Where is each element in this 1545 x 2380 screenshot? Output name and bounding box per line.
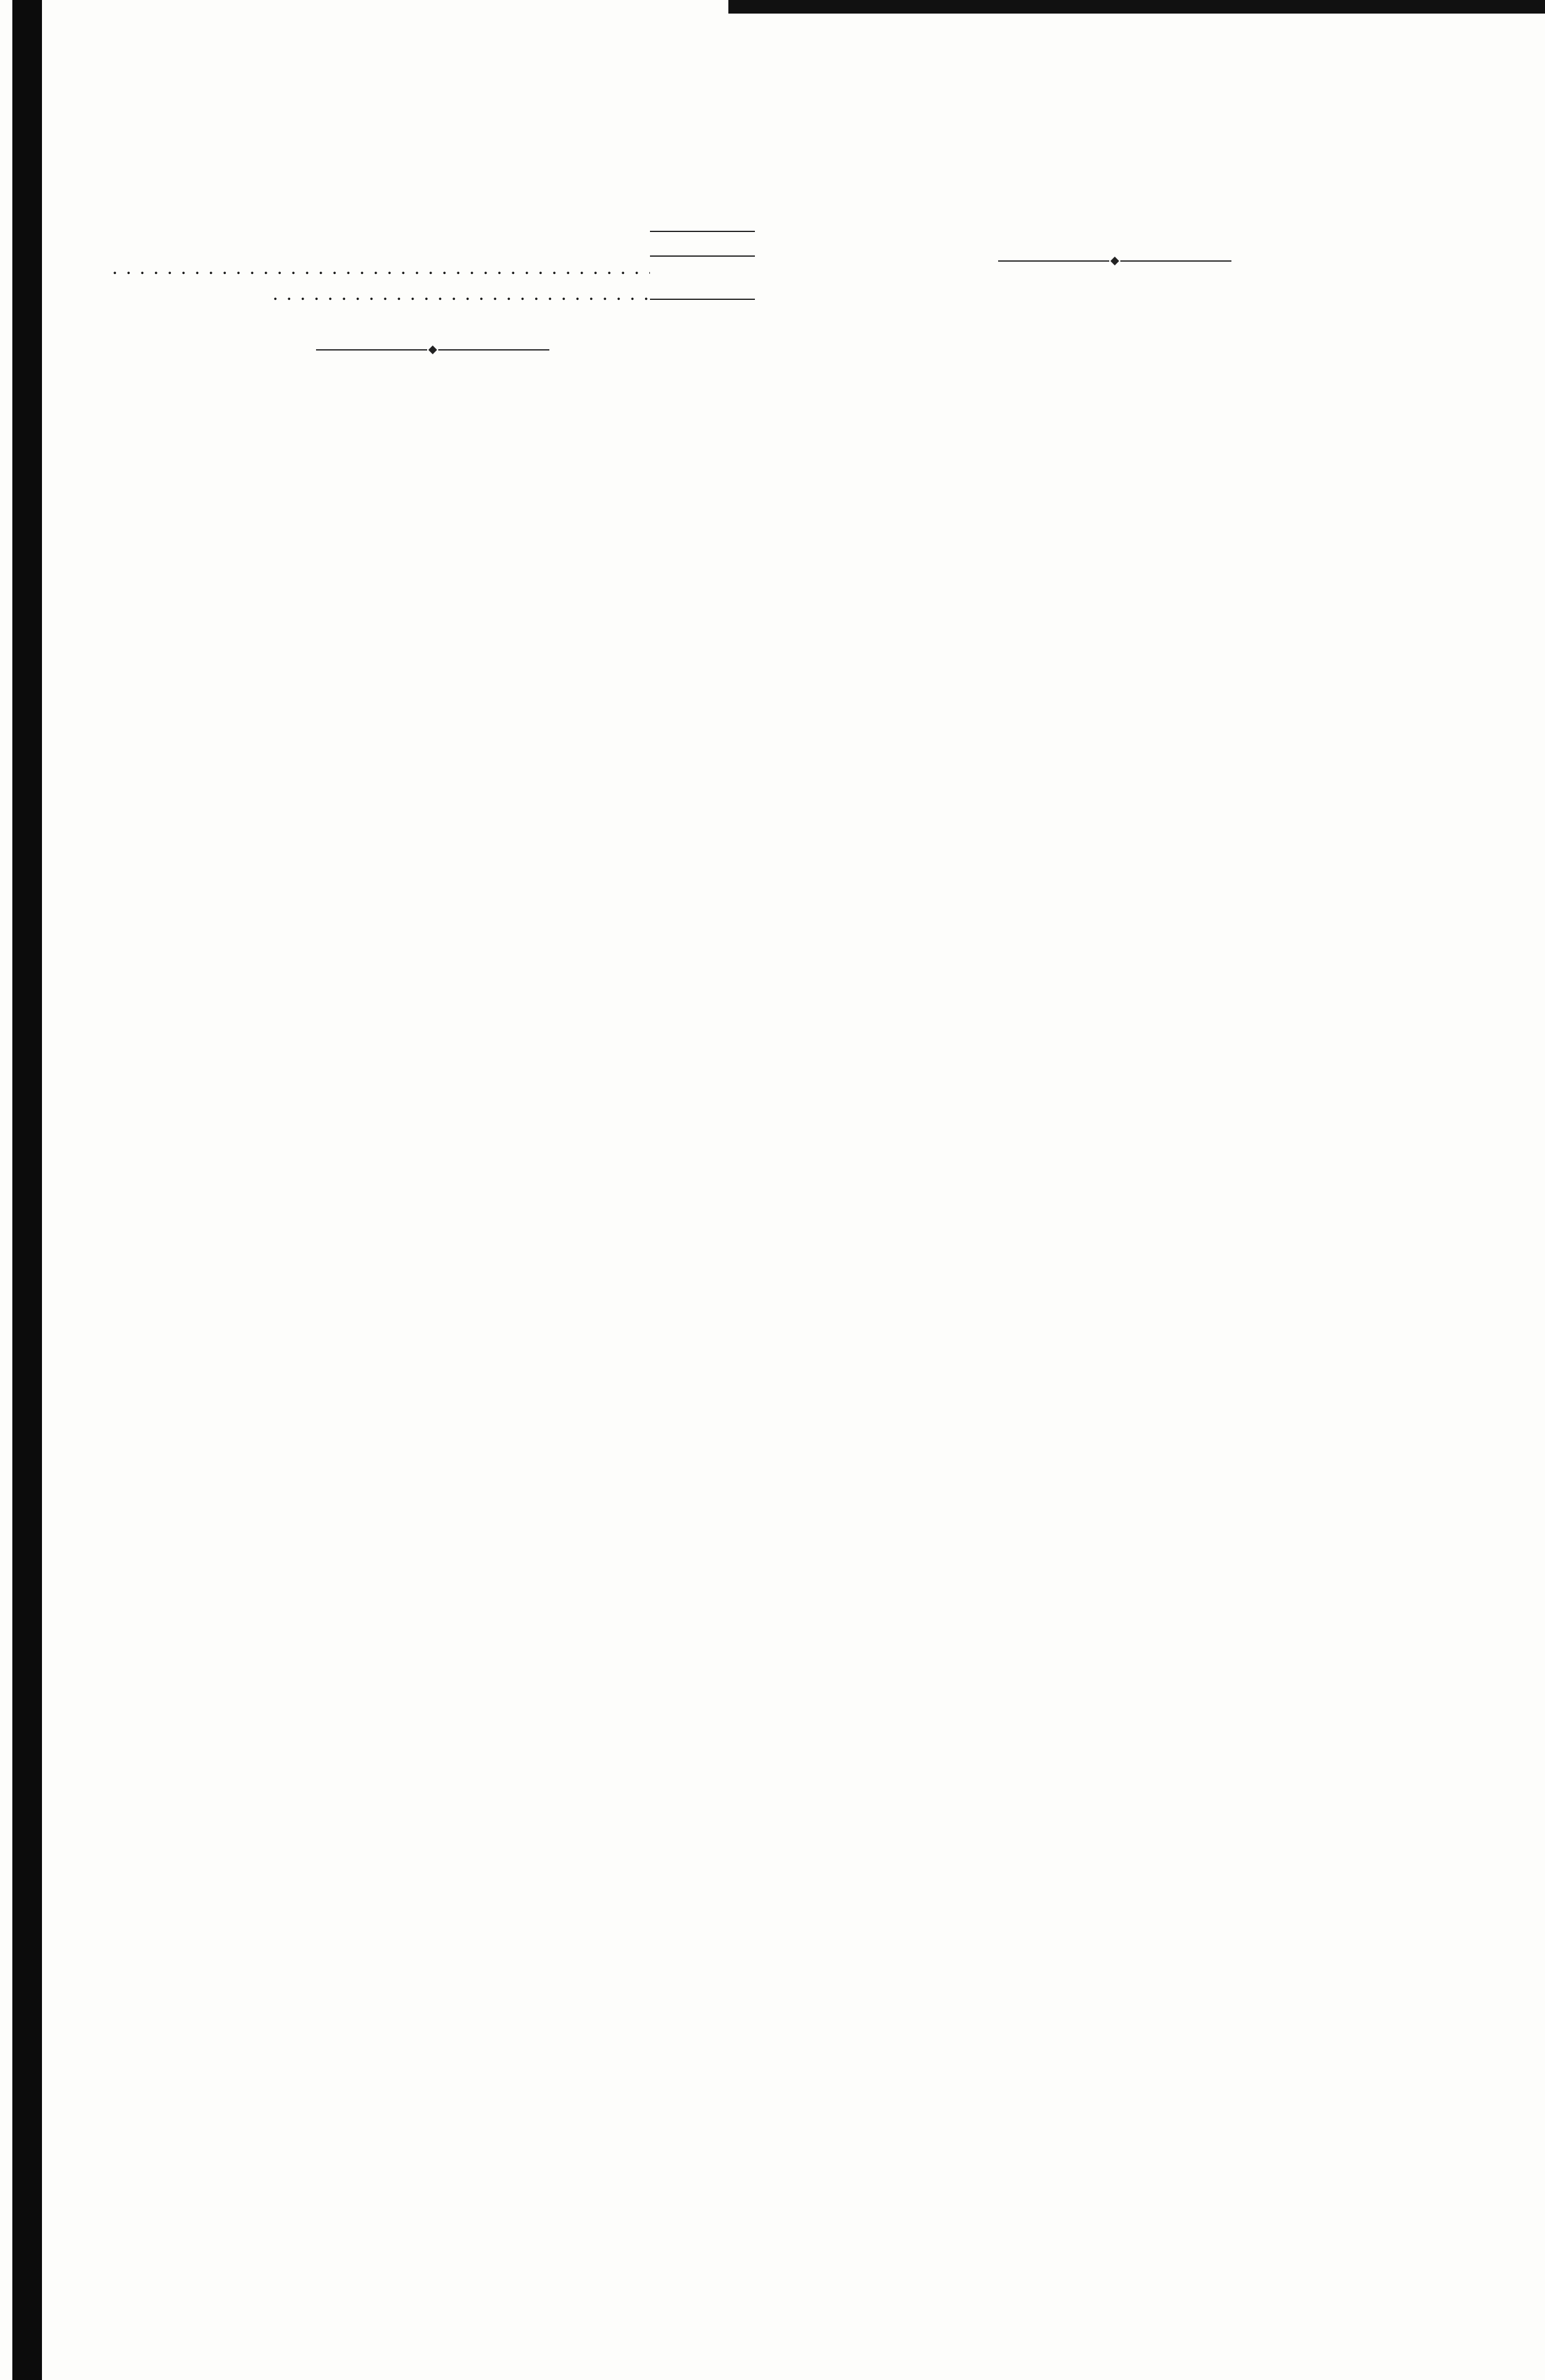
right-column xyxy=(773,228,1457,307)
ornament-divider xyxy=(110,347,755,353)
scan-edge-left xyxy=(12,0,42,2380)
medical-board-table xyxy=(773,285,1439,307)
rejected-header xyxy=(1311,285,1439,307)
medical-table-header xyxy=(773,285,1439,307)
current-bank-row xyxy=(110,257,755,279)
scan-edge-top xyxy=(728,0,1545,14)
treasurer-total-row xyxy=(110,228,755,232)
left-column xyxy=(110,228,755,380)
total-rule xyxy=(650,231,755,232)
ornament-divider-right xyxy=(773,258,1457,264)
page-header xyxy=(469,162,1444,211)
investments-rule xyxy=(650,255,755,257)
surplus-rule xyxy=(650,299,755,300)
total-surplus-row xyxy=(110,283,755,305)
approved-header xyxy=(1170,285,1311,307)
